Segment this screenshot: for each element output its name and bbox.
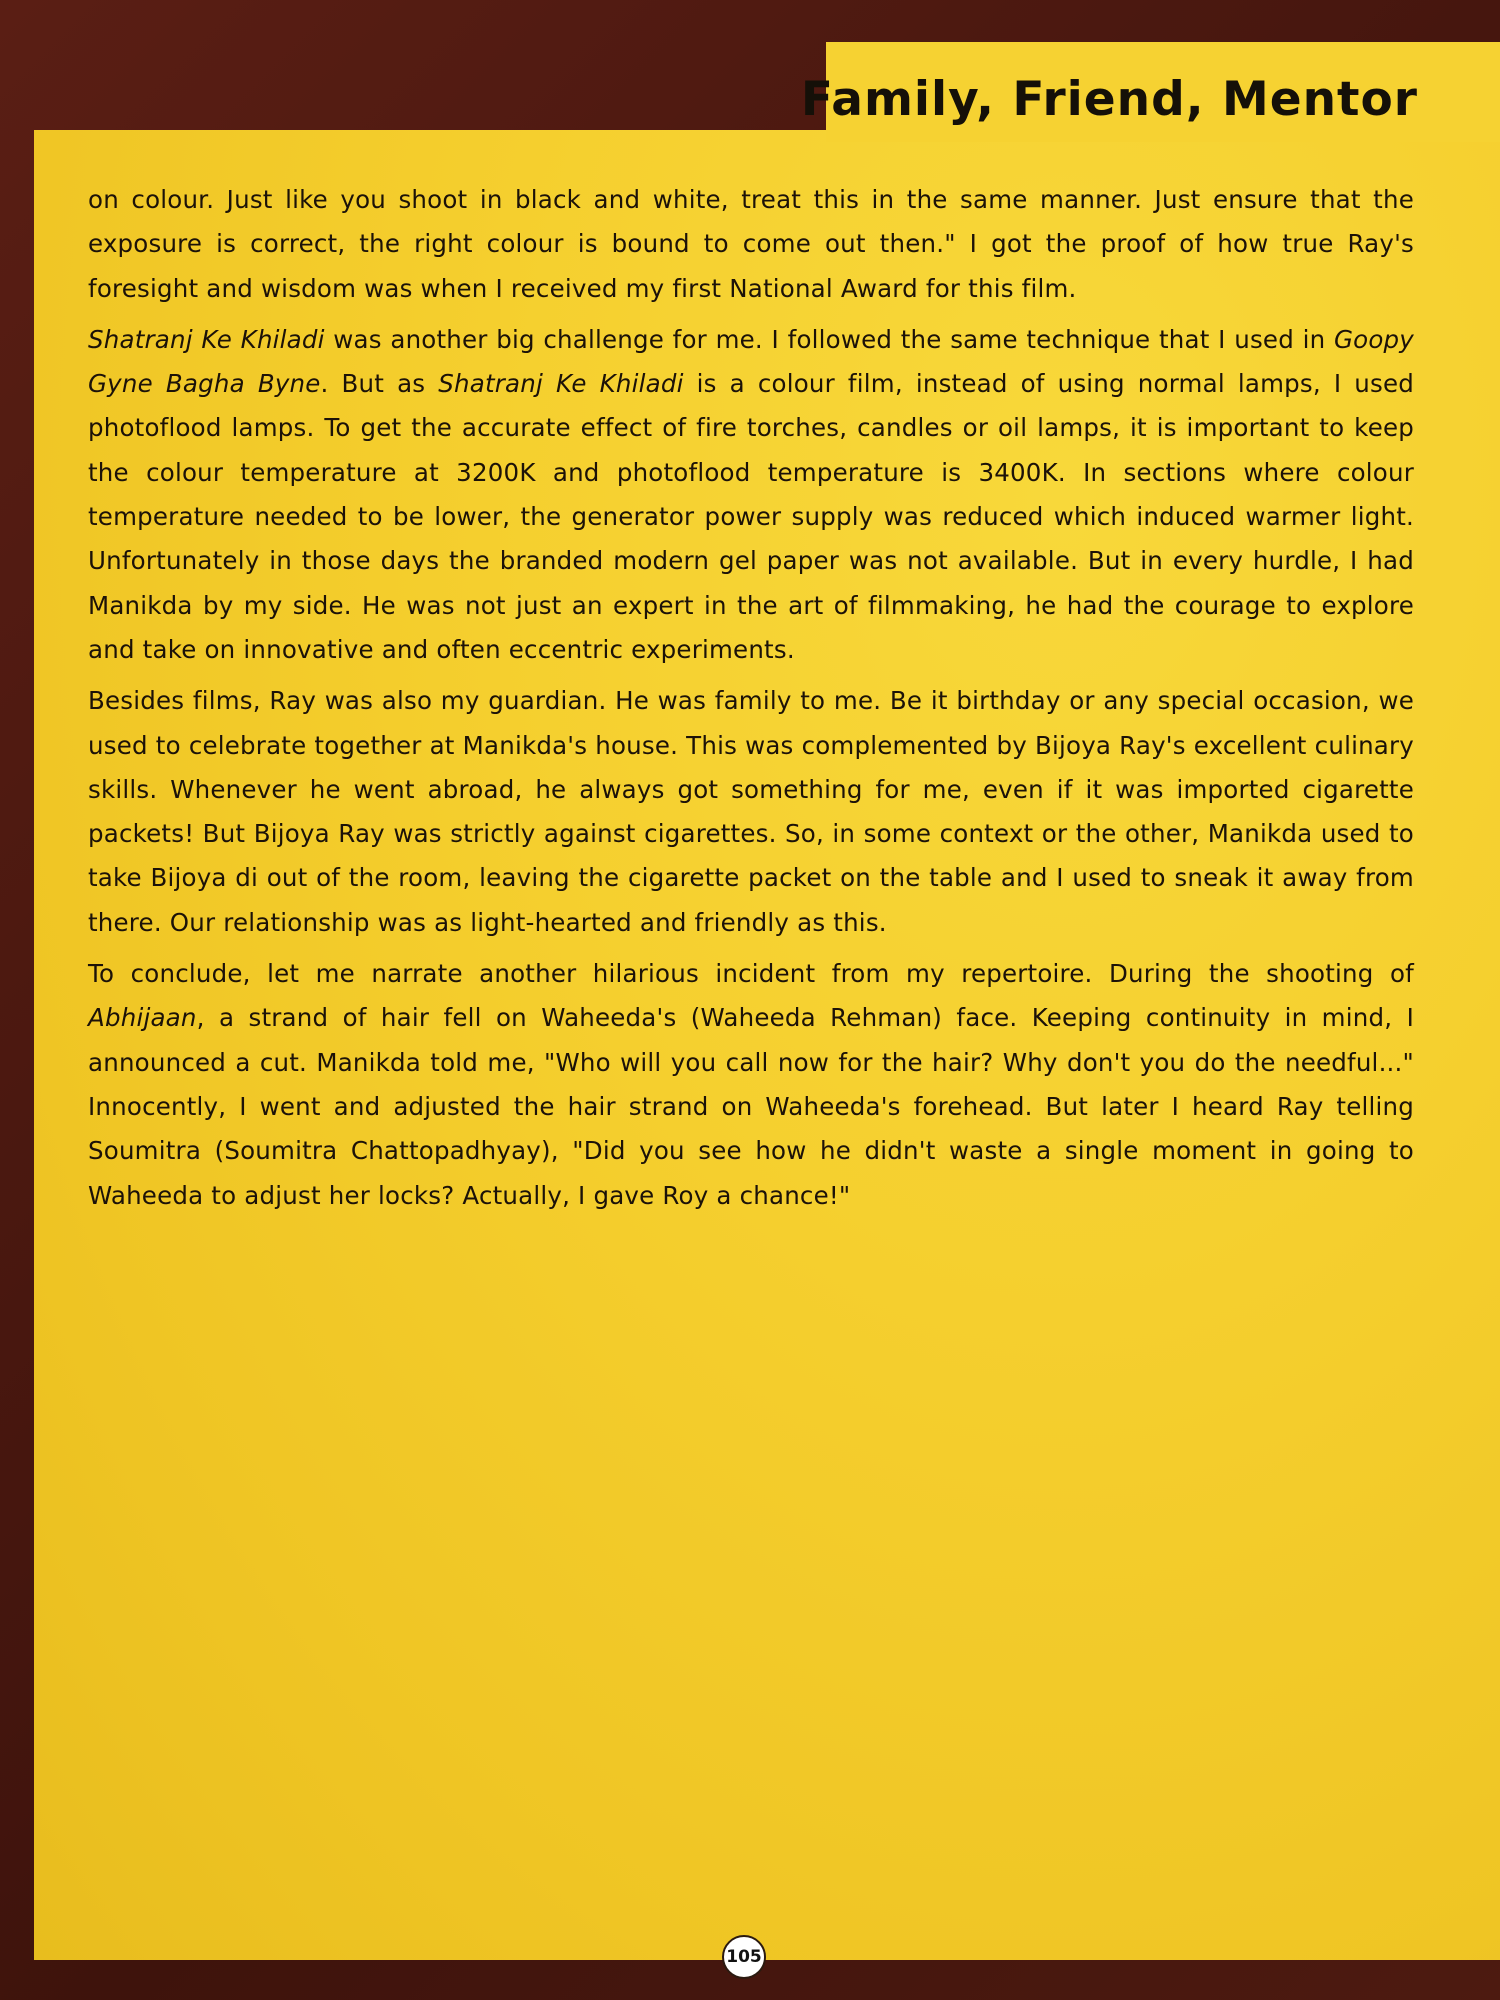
film-title: Abhijaan — [88, 1003, 197, 1033]
page-title: Family, Friend, Mentor — [800, 72, 1418, 127]
paragraph-text: on colour. Just like you shoot in black and white, treat this in the same manner. Just ensure that the exposure is correct, the right colour is bound to come out then." I got the proof of how true Ray's foresight and wisdom was when I received my first National Award for this film. — [88, 185, 1414, 303]
paragraph-text: Besides films, Ray was also my guardian. He was family to me. Be it birthday or any special occasion, we used to celebrate together at Manikda's house. This was complemented by Bijoya Ray's excellent culinary skills. Whenever he went abroad, he always got something for me, even if it was imported cigarette packets! But Bijoya Ray was strictly against cigarettes. So, in some context or the other, Manikda used to take Bijoya di out of the room, leaving the cigarette packet on the table and I used to sneak it away from there. Our relationship was as light-hearted and friendly as this. — [88, 686, 1414, 937]
paragraph-4 — [88, 952, 1414, 1218]
film-title: Shatranj Ke Khiladi — [438, 369, 684, 399]
film-title: Goopy Gyne Bagha Byne — [88, 324, 1414, 399]
paragraph-text: . But as — [320, 369, 439, 399]
paragraph-text: , a strand of hair fell on Waheeda's (Waheeda Rehman) face. Keeping continuity in mind, I announced a cut. Manikda told me, "Who will you call now for the hair? Why don't you do the needful..." Innocently, I went and adjusted the hair strand on Waheeda's forehead. But later I heard Ray telling Soumitra (Soumitra Chattopadhyay), "Did you see how he didn't waste a single moment in going to Waheeda to adjust her locks? Actually, I gave Roy a chance!" — [88, 1003, 1414, 1210]
article-body — [88, 178, 1414, 1225]
paragraph-text: is a colour film, instead of using normal lamps, I used photoflood lamps. To get the accurate effect of fire torches, candles or oil lamps, it is important to keep the colour temperature at 3200K and photoflood temperature is 3400K. In sections where colour temperature needed to be lower, the generator power supply was reduced which induced warmer light. Unfortunately in those days the branded modern gel paper was not available. But in every hurdle, I had Manikda by my side. He was not just an expert in the art of filmmaking, he had the courage to explore and take on innovative and often eccentric experiments. — [88, 369, 1415, 664]
film-title: Shatranj Ke Khiladi — [88, 324, 325, 354]
paragraph-text: To conclude, let me narrate another hilarious incident from my repertoire. During the shooting of — [88, 959, 1414, 989]
paragraph-text: was another big challenge for me. I followed the same technique that I used in — [324, 324, 1334, 354]
paragraph-1 — [88, 178, 1414, 311]
paragraph-2 — [88, 318, 1414, 672]
page-number-badge: 105 — [722, 1935, 766, 1979]
paragraph-3 — [88, 679, 1414, 945]
